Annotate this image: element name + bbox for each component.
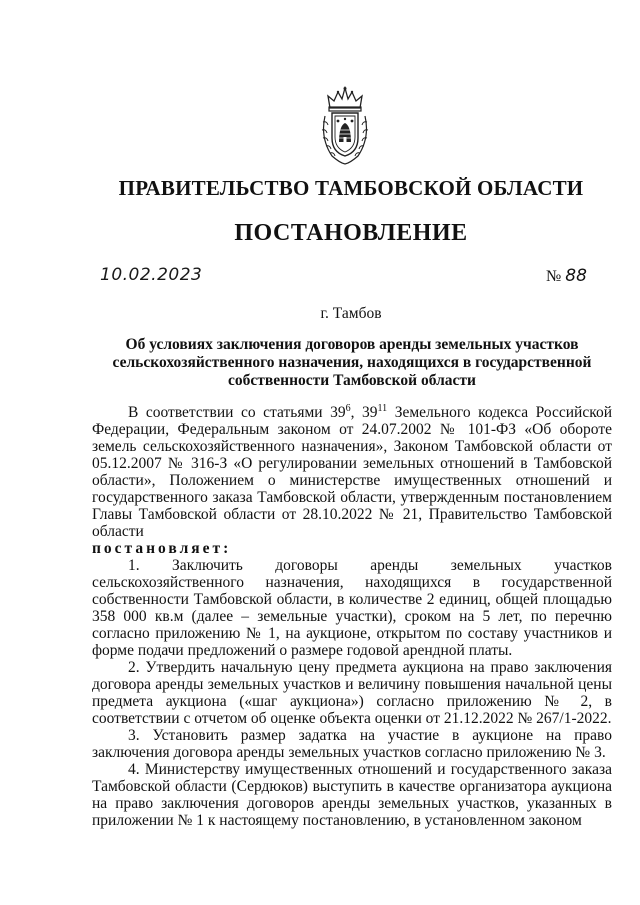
number-value: 88 <box>565 266 587 286</box>
item-paragraph: 2. Утвердить начальную цену предмета аукциона на право заключения договора аренды земельных участков и величину повышения начальной цены предмета аукциона («шаг аукциона») согласно приложению № 2, в соответствии с отчетом об оценке объекта оценки от 21.12.2022 № 267/1-2022. <box>92 659 612 727</box>
number-sign: № <box>546 268 562 285</box>
city-line: г. Тамбов <box>320 305 382 322</box>
item-paragraph: 3. Установить размер задатка на участие в аукционе на право заключения договора аренды земельных участков согласно приложению № 3. <box>92 727 612 761</box>
preamble-paragraph: В соответствии со статьями $39^6$, $39^{11}$ Земельного кодекса Российской Федерации, Федеральным законом от 24.07.2002 № 101-ФЗ «Об обороте земель сельскохозяйственного назначения», Законом Тамбовской области от 05.12.2007 № 316-З «О регулировании земельных отношений в Тамбовской области», Положением о министерстве имущественных отношений и государственного заказа Тамбовской области, утвержденным постановлением Главы Тамбовской области от 28.10.2022 № 21, Правительство Тамбовской области <box>92 402 613 540</box>
coat-of-arms-icon <box>318 86 372 166</box>
document-number <box>546 266 587 286</box>
government-title: ПРАВИТЕЛЬСТВО ТАМБОВСКОЙ ОБЛАСТИ <box>118 176 584 200</box>
item-paragraph: 1. Заключить договоры аренды земельных участков сельскохозяйственного назначения, находящихся в государственной собственности Тамбовской области, в количестве 2 единиц, общей площадью 358 000 кв.м (далее – земельные участки), сроком на 5 лет, по перечню согласно приложению № 1, на аукционе, открытом по составу участников и форме подачи предложений о размере годовой арендной платы. <box>92 557 612 659</box>
document-date: 10.02.2023 <box>100 265 203 285</box>
document-type: ПОСТАНОВЛЕНИЕ <box>234 220 468 246</box>
decree-word: постановляет: <box>92 540 232 557</box>
item-paragraph: 4. Министерству имущественных отношений и государственного заказа Тамбовской области (Сердюков) выступить в качестве организатора аукциона на право заключения договоров аренды земельных участков, указанных в приложении № 1 к настоящему постановлению, в установленном законом <box>92 761 612 829</box>
document-body <box>92 404 612 829</box>
document-subject: Об условиях заключения договоров аренды земельных участков сельскохозяйственного назначения, находящихся в государственной собственности Тамбовской области <box>112 336 592 389</box>
